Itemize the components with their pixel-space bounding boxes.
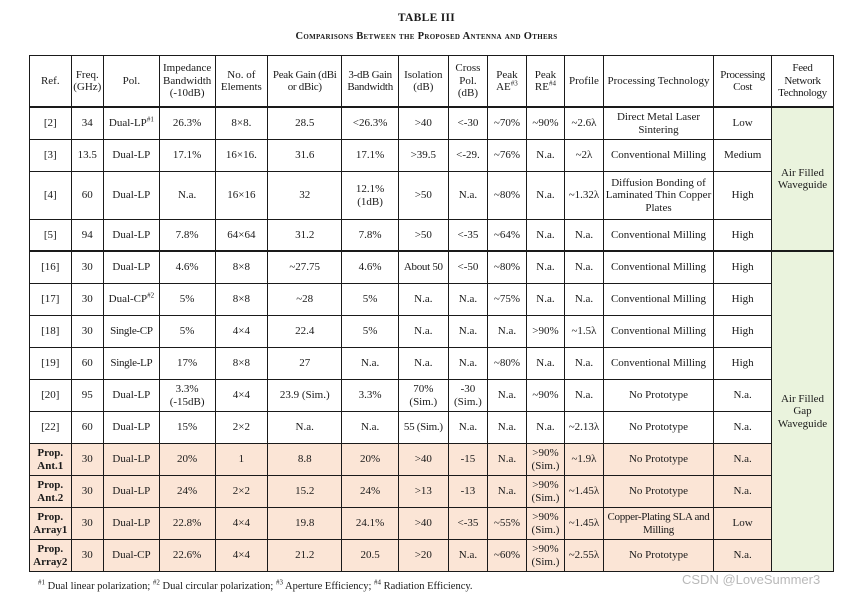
cell-imp-bw: 5%: [159, 284, 215, 316]
cell-isolation: N.a.: [398, 284, 448, 316]
table-row: [30, 172, 834, 220]
cell-imp-bw: 20%: [159, 444, 215, 476]
header-processing-tech: Processing Technology: [603, 56, 714, 108]
cell-ref: [18]: [30, 316, 72, 348]
cell-freq: 30: [71, 444, 103, 476]
cell-profile: ~1.5λ: [565, 316, 604, 348]
cell-ref: [3]: [30, 140, 72, 172]
table-row: [30, 220, 834, 252]
cell-imp-bw: 3.3% (-15dB): [159, 380, 215, 412]
cell-peak-re: N.a.: [526, 284, 565, 316]
cell-peak-gain: 31.2: [268, 220, 342, 252]
cell-isolation: 55 (Sim.): [398, 412, 448, 444]
cell-peak-gain: 22.4: [268, 316, 342, 348]
cell-pol: Dual-CP: [104, 540, 160, 572]
cell-imp-bw: 22.8%: [159, 508, 215, 540]
cell-peak-re: >90% (Sim.): [526, 476, 565, 508]
cell-cross-pol: <-35: [448, 508, 488, 540]
cell-processing-tech: No Prototype: [603, 540, 714, 572]
cell-3db-bw: N.a.: [342, 348, 399, 380]
header-profile: Profile: [565, 56, 604, 108]
cell-elements: 8×8: [215, 284, 268, 316]
cell-freq: 60: [71, 172, 103, 220]
cell-pol: Single-CP: [104, 316, 160, 348]
cell-imp-bw: 17%: [159, 348, 215, 380]
cell-freq: 13.5: [71, 140, 103, 172]
cell-processing-cost: High: [714, 172, 772, 220]
cell-ref: [19]: [30, 348, 72, 380]
table-footnote: $^{\#1}$ Dual linear polarization; $^{\#2}$ Dual circular polarization; $^{\#3}$ Aperture Efficiency; $^{\#4}$ Radiation Efficiency.: [38, 578, 473, 592]
cell-profile: N.a.: [565, 380, 604, 412]
cell-peak-ae: ~75%: [488, 284, 527, 316]
header-isolation: Isolation (dB): [398, 56, 448, 108]
cell-processing-cost: High: [714, 251, 772, 284]
cell-ref: [20]: [30, 380, 72, 412]
cell-3db-bw: 24.1%: [342, 508, 399, 540]
cell-cross-pol: N.a.: [448, 540, 488, 572]
cell-ref: Prop. Array1: [30, 508, 72, 540]
header-peak-ae: Peak AE$^{\#3}$: [488, 56, 527, 108]
cell-processing-tech: Conventional Milling: [603, 140, 714, 172]
cell-3db-bw: N.a.: [342, 412, 399, 444]
header-feed-tech: Feed Network Technology: [772, 56, 834, 108]
cell-processing-cost: N.a.: [714, 380, 772, 412]
cell-freq: 30: [71, 508, 103, 540]
cell-cross-pol: -15: [448, 444, 488, 476]
cell-peak-gain: ~27.75: [268, 251, 342, 284]
cell-ref: Prop. Ant.1: [30, 444, 72, 476]
cell-peak-gain: 8.8: [268, 444, 342, 476]
cell-peak-ae: ~55%: [488, 508, 527, 540]
header-imp-bw: Impedance Bandwidth (-10dB): [159, 56, 215, 108]
cell-peak-re: ~90%: [526, 107, 565, 140]
cell-imp-bw: 5%: [159, 316, 215, 348]
cell-feed-group-gap-waveguide: Air Filled Gap Waveguide: [772, 251, 834, 572]
cell-pol: Dual-LP: [104, 172, 160, 220]
cell-pol: Dual-CP$^{\#2}$: [104, 284, 160, 316]
cell-peak-gain: 28.5: [268, 107, 342, 140]
cell-3db-bw: 3.3%: [342, 380, 399, 412]
cell-profile: ~2.13λ: [565, 412, 604, 444]
cell-peak-re: N.a.: [526, 220, 565, 252]
cell-peak-ae: ~64%: [488, 220, 527, 252]
cell-profile: N.a.: [565, 220, 604, 252]
cell-isolation: >40: [398, 107, 448, 140]
table-row: [30, 508, 834, 540]
cell-3db-bw: 5%: [342, 284, 399, 316]
cell-imp-bw: 15%: [159, 412, 215, 444]
cell-pol: Dual-LP: [104, 508, 160, 540]
cell-pol: Dual-LP: [104, 476, 160, 508]
cell-isolation: N.a.: [398, 316, 448, 348]
cell-feed-group-waveguide: Air Filled Waveguide: [772, 107, 834, 251]
header-ref: Ref.: [30, 56, 72, 108]
cell-imp-bw: N.a.: [159, 172, 215, 220]
cell-3db-bw: 4.6%: [342, 251, 399, 284]
cell-cross-pol: <-50: [448, 251, 488, 284]
cell-freq: 30: [71, 540, 103, 572]
cell-processing-cost: High: [714, 220, 772, 252]
cell-peak-re: N.a.: [526, 251, 565, 284]
table-row: [30, 348, 834, 380]
cell-freq: 30: [71, 476, 103, 508]
cell-ref: [17]: [30, 284, 72, 316]
cell-3db-bw: 7.8%: [342, 220, 399, 252]
cell-processing-tech: No Prototype: [603, 444, 714, 476]
cell-peak-ae: N.a.: [488, 476, 527, 508]
cell-elements: 8×8.: [215, 107, 268, 140]
header-row: [30, 56, 834, 108]
cell-isolation: >50: [398, 172, 448, 220]
cell-processing-tech: Copper-Plating SLA and Milling: [603, 508, 714, 540]
cell-peak-ae: N.a.: [488, 412, 527, 444]
cell-elements: 1: [215, 444, 268, 476]
cell-pol: Dual-LP: [104, 380, 160, 412]
cell-peak-re: >90%: [526, 316, 565, 348]
cell-processing-cost: N.a.: [714, 540, 772, 572]
header-freq: Freq. (GHz): [71, 56, 103, 108]
cell-peak-gain: N.a.: [268, 412, 342, 444]
cell-ref: [2]: [30, 107, 72, 140]
cell-peak-gain: 23.9 (Sim.): [268, 380, 342, 412]
cell-3db-bw: 24%: [342, 476, 399, 508]
cell-processing-tech: No Prototype: [603, 476, 714, 508]
cell-pol: Dual-LP: [104, 412, 160, 444]
cell-freq: 95: [71, 380, 103, 412]
header-pol: Pol.: [104, 56, 160, 108]
cell-processing-cost: High: [714, 348, 772, 380]
comparison-table: [29, 55, 834, 572]
cell-imp-bw: 4.6%: [159, 251, 215, 284]
cell-processing-cost: High: [714, 316, 772, 348]
cell-profile: ~1.45λ: [565, 476, 604, 508]
cell-peak-gain: 27: [268, 348, 342, 380]
table-title: TABLE III: [397, 12, 456, 24]
cell-processing-tech: Conventional Milling: [603, 316, 714, 348]
cell-peak-re: >90% (Sim.): [526, 540, 565, 572]
cell-elements: 4×4: [215, 508, 268, 540]
cell-peak-re: N.a.: [526, 172, 565, 220]
cell-cross-pol: <-35: [448, 220, 488, 252]
cell-freq: 30: [71, 284, 103, 316]
cell-profile: N.a.: [565, 251, 604, 284]
cell-pol: Dual-LP: [104, 140, 160, 172]
cell-isolation: >39.5: [398, 140, 448, 172]
cell-peak-gain: 21.2: [268, 540, 342, 572]
cell-3db-bw: 20%: [342, 444, 399, 476]
cell-profile: ~2.6λ: [565, 107, 604, 140]
cell-peak-ae: ~70%: [488, 107, 527, 140]
header-peak-gain: Peak Gain (dBi or dBic): [268, 56, 342, 108]
cell-peak-gain: ~28: [268, 284, 342, 316]
cell-peak-gain: 19.8: [268, 508, 342, 540]
cell-freq: 94: [71, 220, 103, 252]
cell-isolation: >40: [398, 508, 448, 540]
cell-processing-tech: No Prototype: [603, 412, 714, 444]
cell-cross-pol: -13: [448, 476, 488, 508]
table-row: [30, 412, 834, 444]
table-row: [30, 284, 834, 316]
cell-processing-tech: Conventional Milling: [603, 220, 714, 252]
cell-profile: ~1.9λ: [565, 444, 604, 476]
cell-processing-tech: Diffusion Bonding of Laminated Thin Copper Plates: [603, 172, 714, 220]
cell-ref: [4]: [30, 172, 72, 220]
cell-processing-cost: N.a.: [714, 444, 772, 476]
cell-freq: 30: [71, 316, 103, 348]
cell-pol: Single-LP: [104, 348, 160, 380]
cell-freq: 34: [71, 107, 103, 140]
cell-peak-re: ~90%: [526, 380, 565, 412]
cell-profile: N.a.: [565, 348, 604, 380]
cell-isolation: About 50: [398, 251, 448, 284]
header-processing-cost: Processing Cost: [714, 56, 772, 108]
cell-freq: 60: [71, 348, 103, 380]
cell-elements: 8×8: [215, 348, 268, 380]
cell-elements: 4×4: [215, 380, 268, 412]
cell-peak-ae: ~60%: [488, 540, 527, 572]
cell-isolation: >40: [398, 444, 448, 476]
cell-peak-ae: N.a.: [488, 380, 527, 412]
watermark: CSDN @LoveSummer3: [682, 572, 821, 587]
cell-processing-cost: Low: [714, 508, 772, 540]
cell-elements: 2×2: [215, 476, 268, 508]
cell-cross-pol: <-29.: [448, 140, 488, 172]
cell-peak-ae: ~80%: [488, 172, 527, 220]
cell-3db-bw: 17.1%: [342, 140, 399, 172]
cell-profile: ~2.55λ: [565, 540, 604, 572]
table-row: [30, 316, 834, 348]
cell-elements: 64×64: [215, 220, 268, 252]
table-row: [30, 140, 834, 172]
table-row: [30, 540, 834, 572]
cell-3db-bw: <26.3%: [342, 107, 399, 140]
cell-peak-gain: 15.2: [268, 476, 342, 508]
cell-cross-pol: N.a.: [448, 172, 488, 220]
cell-peak-re: N.a.: [526, 348, 565, 380]
cell-processing-tech: Conventional Milling: [603, 284, 714, 316]
cell-isolation: >13: [398, 476, 448, 508]
cell-elements: 4×4: [215, 540, 268, 572]
cell-processing-cost: High: [714, 284, 772, 316]
cell-peak-ae: N.a.: [488, 316, 527, 348]
cell-cross-pol: N.a.: [448, 348, 488, 380]
cell-elements: 16×16.: [215, 140, 268, 172]
cell-peak-ae: ~80%: [488, 251, 527, 284]
cell-freq: 30: [71, 251, 103, 284]
cell-peak-gain: 31.6: [268, 140, 342, 172]
cell-pol: Dual-LP: [104, 220, 160, 252]
cell-pol: Dual-LP: [104, 251, 160, 284]
cell-profile: ~1.32λ: [565, 172, 604, 220]
cell-isolation: >50: [398, 220, 448, 252]
table-row: [30, 444, 834, 476]
cell-ref: [16]: [30, 251, 72, 284]
cell-peak-re: >90% (Sim.): [526, 444, 565, 476]
cell-elements: 16×16: [215, 172, 268, 220]
header-3db-bw: 3-dB Gain Bandwidth: [342, 56, 399, 108]
cell-imp-bw: 24%: [159, 476, 215, 508]
table-subtitle: Comparisons Between the Proposed Antenna and Others: [295, 31, 558, 42]
cell-cross-pol: <-30: [448, 107, 488, 140]
cell-cross-pol: -30 (Sim.): [448, 380, 488, 412]
cell-ref: Prop. Ant.2: [30, 476, 72, 508]
cell-3db-bw: 12.1% (1dB): [342, 172, 399, 220]
cell-processing-tech: Direct Metal Laser Sintering: [603, 107, 714, 140]
cell-profile: ~2λ: [565, 140, 604, 172]
cell-freq: 60: [71, 412, 103, 444]
cell-imp-bw: 7.8%: [159, 220, 215, 252]
cell-peak-ae: N.a.: [488, 444, 527, 476]
cell-imp-bw: 22.6%: [159, 540, 215, 572]
cell-peak-re: N.a.: [526, 140, 565, 172]
cell-pol: Dual-LP: [104, 444, 160, 476]
cell-imp-bw: 17.1%: [159, 140, 215, 172]
cell-processing-tech: No Prototype: [603, 380, 714, 412]
cell-cross-pol: N.a.: [448, 412, 488, 444]
cell-ref: [22]: [30, 412, 72, 444]
cell-ref: [5]: [30, 220, 72, 252]
cell-processing-cost: N.a.: [714, 412, 772, 444]
header-elements: No. of Elements: [215, 56, 268, 108]
cell-imp-bw: 26.3%: [159, 107, 215, 140]
cell-cross-pol: N.a.: [448, 316, 488, 348]
cell-elements: 8×8: [215, 251, 268, 284]
cell-isolation: 70% (Sim.): [398, 380, 448, 412]
cell-processing-cost: Low: [714, 107, 772, 140]
table-row: [30, 251, 834, 284]
cell-processing-cost: Medium: [714, 140, 772, 172]
cell-3db-bw: 20.5: [342, 540, 399, 572]
cell-peak-ae: ~80%: [488, 348, 527, 380]
cell-peak-ae: ~76%: [488, 140, 527, 172]
cell-cross-pol: N.a.: [448, 284, 488, 316]
cell-profile: ~1.45λ: [565, 508, 604, 540]
cell-3db-bw: 5%: [342, 316, 399, 348]
cell-isolation: N.a.: [398, 348, 448, 380]
cell-peak-gain: 32: [268, 172, 342, 220]
cell-ref: Prop. Array2: [30, 540, 72, 572]
cell-isolation: >20: [398, 540, 448, 572]
header-peak-re: Peak RE$^{\#4}$: [526, 56, 565, 108]
table-row: [30, 380, 834, 412]
cell-peak-re: >90% (Sim.): [526, 508, 565, 540]
cell-processing-tech: Conventional Milling: [603, 251, 714, 284]
table-row: [30, 107, 834, 140]
header-cross-pol: Cross Pol. (dB): [448, 56, 488, 108]
cell-profile: N.a.: [565, 284, 604, 316]
cell-elements: 2×2: [215, 412, 268, 444]
cell-processing-cost: N.a.: [714, 476, 772, 508]
table-row: [30, 476, 834, 508]
cell-pol: Dual-LP$^{\#1}$: [104, 107, 160, 140]
cell-peak-re: N.a.: [526, 412, 565, 444]
cell-processing-tech: Conventional Milling: [603, 348, 714, 380]
cell-elements: 4×4: [215, 316, 268, 348]
